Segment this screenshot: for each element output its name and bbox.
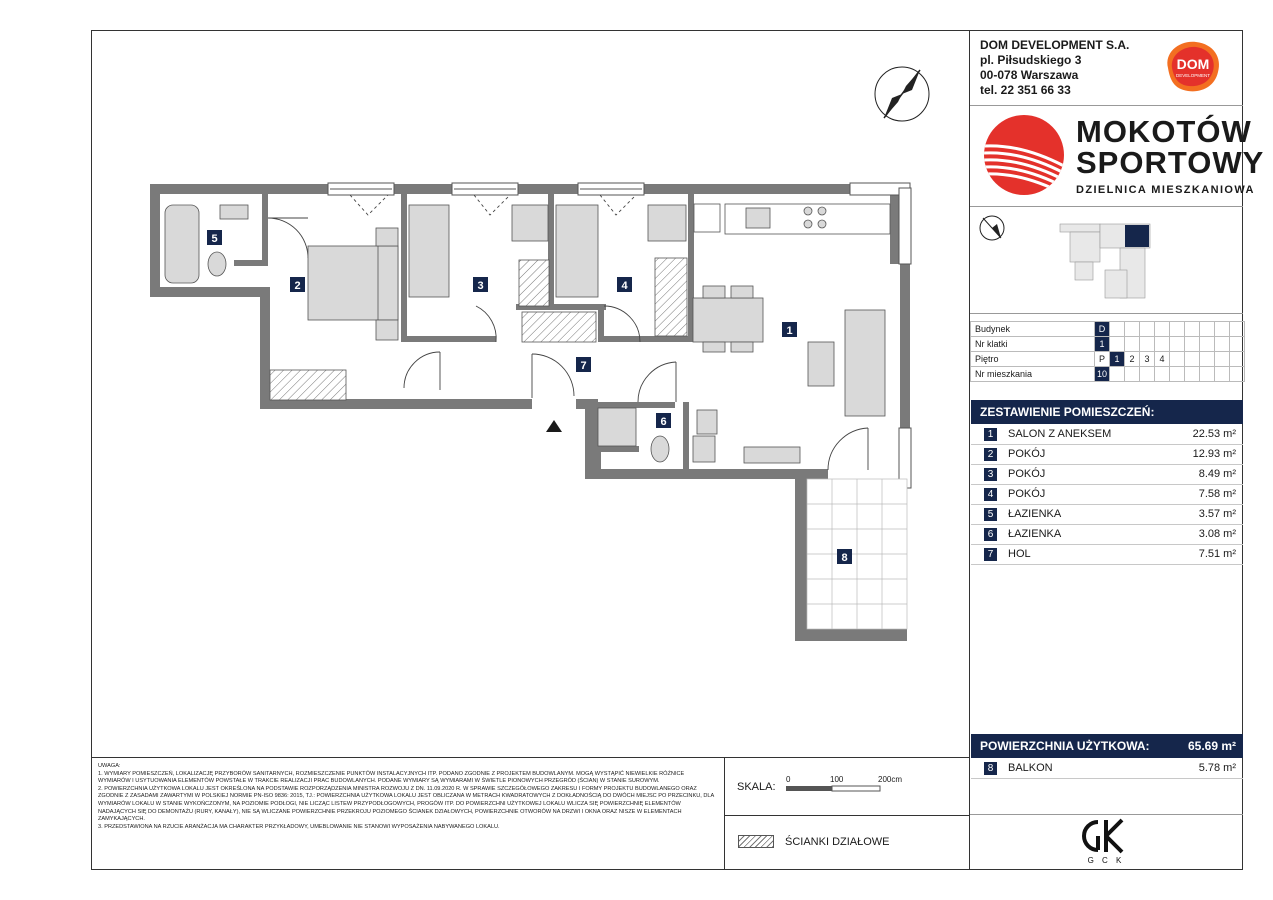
entrance-arrow-icon [546,420,562,432]
info-cell: 1 [1095,337,1110,352]
note-item-3: 3. PRZEDSTAWIONA NA RZUCIE ARANŻACJA MA CHARAKTER PRZYKŁADOWY, UMEBLOWANIE NIE STANOWI WYPOSAŻENIA NABYWANEGO LOKALU. [98,823,500,830]
balcony-name: BALKON [1008,762,1053,774]
room-row [971,445,1243,465]
info-cell [1155,367,1170,382]
gck-text: G C K [1087,856,1125,865]
notes-scale-divider [724,757,725,870]
room-row [971,465,1243,485]
scale-tick-100: 100 [830,775,844,784]
room-name: HOL [1008,548,1031,560]
sink-6 [697,410,717,434]
info-cell [1215,322,1230,337]
info-cell [1125,367,1140,382]
company-city: 00-078 Warszawa [980,68,1079,82]
info-cell [1155,322,1170,337]
room-label-5 [207,230,222,245]
room-row [971,545,1243,565]
room-number: 1 [984,428,997,441]
room-label-3 [473,277,488,292]
key-plan-highlight [1125,225,1149,247]
balcony-row [971,759,1243,779]
info-cell [1215,337,1230,352]
room-label-1 [782,322,797,337]
company-info [980,38,1129,98]
info-row [971,367,1245,382]
north-arrow-icon [875,67,929,121]
notes-block [98,763,718,831]
room-name: POKÓJ [1008,468,1046,480]
info-cell [1200,322,1215,337]
coffee-table [808,342,834,386]
note-item-1: 1. WYMIARY POMIESZCZEŃ, LOKALIZACJĘ PRZYBORÓW SANITARNYCH, ROZMIESZCZENIE PUNKTÓW INSTALACYJNYCH ITP. PODANO ZGODNIE Z PROJEKTEM BUDOWLANYM. MOGĄ WYSTĄPIĆ NIEWIELKIE RÓŻNICE WYMIARÓW I USYTUOWANIA ELEMENTÓW POWSTAŁE W TRAKCIE REALIZACJI PRAC BUDOWLANYCH. PODANE WYMIARY SĄ WYMIARAMI W ŚWIETLE PIONOWYCH PRZEGRÓD (ŚCIAN) W STANIE SUROWYM. [98,770,685,785]
washing-machine [693,436,715,462]
info-cell [1185,352,1200,367]
room-name: ŁAZIENKA [1008,528,1062,540]
partition-wall-swatch [738,835,774,848]
info-cell: 2 [1125,352,1140,367]
info-label: Budynek [971,322,1095,337]
keyplan-divider [970,313,1243,314]
info-cell [1125,337,1140,352]
info-cell [1170,352,1185,367]
info-cell [1200,367,1215,382]
info-row [971,322,1245,337]
balcony-floor [807,479,907,629]
scale-legend-divider [724,815,970,816]
bed-room-4 [556,205,598,297]
room-area: 3.08 m² [1198,528,1236,540]
balcony-number: 8 [984,762,997,775]
info-cell [1170,322,1185,337]
info-cell: 3 [1140,352,1155,367]
info-cell [1200,337,1215,352]
project-title-line2: SPORTOWY [1076,145,1265,180]
room-area: 7.58 m² [1198,488,1236,500]
mokotow-sportowy-logo [982,113,1066,197]
svg-text:4: 4 [621,280,628,292]
room-name: SALON Z ANEKSEM [1008,428,1112,440]
info-cell: P [1095,352,1110,367]
info-row [971,337,1245,352]
room-list [971,425,1243,565]
room-label-6 [656,413,671,428]
dom-logo-text: DOM [1176,56,1210,72]
room-area: 8.49 m² [1198,468,1236,480]
room-number: 3 [984,468,997,481]
room-name: ŁAZIENKA [1008,508,1062,520]
project-brand [1076,116,1264,196]
company-name: DOM DEVELOPMENT S.A. [980,38,1130,52]
toilet-5 [208,252,226,276]
svg-text:1: 1 [786,325,793,337]
company-phone: tel. 22 351 66 33 [980,83,1071,97]
usable-area-total [971,734,1243,758]
info-row [971,352,1245,367]
project-title-line1: MOKOTÓW [1076,114,1252,149]
dom-logo-subtext: DEVELOPMENT [1175,73,1211,78]
room-number: 2 [984,448,997,461]
info-cell: 4 [1155,352,1170,367]
dining-table [693,298,763,342]
room-number: 4 [984,488,997,501]
info-cell: 10 [1095,367,1110,382]
room-number: 6 [984,528,997,541]
info-cell [1230,337,1245,352]
svg-text:2: 2 [294,280,301,292]
info-cell [1110,337,1125,352]
info-cell [1185,367,1200,382]
svg-text:8: 8 [841,552,848,564]
info-cell [1200,352,1215,367]
sofa [845,310,885,416]
info-label: Piętro [971,352,1095,367]
room-area: 12.93 m² [1192,448,1236,460]
usable-area-value: 65.69 m² [1187,739,1236,753]
room-row [971,505,1243,525]
notes-divider [91,757,970,758]
info-cell [1140,337,1155,352]
brand-divider [970,206,1243,207]
usable-area-label: POWIERZCHNIA UŻYTKOWA: [980,739,1150,753]
room-area: 22.53 m² [1192,428,1236,440]
legend-label: ŚCIANKI DZIAŁOWE [785,836,890,848]
room-label-4 [617,277,632,292]
room-row [971,525,1243,545]
info-cell [1155,337,1170,352]
info-cell [1230,367,1245,382]
info-label: Nr klatki [971,337,1095,352]
room-row [971,425,1243,445]
summary-header: ZESTAWIENIE POMIESZCZEŃ: [971,400,1243,424]
info-label: Nr mieszkania [971,367,1095,382]
gck-logo [1076,816,1136,866]
info-cell [1140,367,1155,382]
company-street: pl. Piłsudskiego 3 [980,53,1082,67]
apartment-info-table [970,321,1245,382]
project-subtitle: DZIELNICA MIESZKANIOWA [1076,184,1255,196]
key-plan-compass-icon [980,216,1004,240]
info-cell [1125,322,1140,337]
notes-title: UWAGA: [98,763,121,769]
scale-bar [786,785,882,793]
info-cell [1140,322,1155,337]
info-cell [1230,322,1245,337]
room-name: POKÓJ [1008,488,1046,500]
sink-5 [220,205,248,219]
info-cell [1110,367,1125,382]
info-cell [1110,322,1125,337]
info-cell [1170,367,1185,382]
toilet-6 [651,436,669,462]
svg-text:7: 7 [580,360,587,372]
dom-development-logo [1158,38,1224,94]
bed-room-3 [409,205,449,297]
info-cell [1215,367,1230,382]
scale-tick-0: 0 [786,775,791,784]
room-label-8 [837,549,852,564]
room-row [971,485,1243,505]
shower [598,408,636,446]
room-name: POKÓJ [1008,448,1046,460]
scale-tick-200: 200cm [878,775,903,784]
room-number: 5 [984,508,997,521]
svg-text:3: 3 [477,280,484,292]
svg-text:6: 6 [660,416,667,428]
bathtub [165,205,199,283]
scale-label: SKALA: [737,781,776,793]
info-cell: D [1095,322,1110,337]
key-plan [975,210,1240,310]
balcony-area: 5.78 m² [1198,762,1236,774]
gck-divider [970,814,1243,815]
room-number: 7 [984,548,997,561]
room-area: 3.57 m² [1198,508,1236,520]
note-item-2: 2. POWIERZCHNIA UŻYTKOWA LOKALU JEST OKREŚLONA NA PODSTAWIE ROZPORZĄDZENIA MINISTRA ROZWOJU Z DN. 11.09.2020 R. W SPRAWIE SZCZEGÓŁOWEGO ZAKRESU I FORMY PROJEKTU BUDOWLANEGO ORAZ ZGODNIE Z ZASADAMI ZAWARTYMI W POLSKIEJ NORMIE PN-ISO 9836: 2015, TJ.: POWIERZCHNIA UŻYTKOWA LOKALU JEST OBLICZANA W METRACH KWADRATOWYCH Z DOKŁADNOŚCIĄ DO DWÓCH MIEJSC PO PRZECINKU, DLA WYMIARÓW LOKALU W STANIE WYKOŃCZONYM, NA POZIOMIE PODŁOGI, NIE LICZĄC LISTEW PRZYPODŁOGOWYCH, PROGÓW ITP. DO POWIERZCHNI UŻYTKOWEJ LOKALU WLICZA SIĘ POWIERZCHNIĘ ELEMENTÓW NADAJĄCYCH SIĘ DO DEMONTAŻU (RURY, KANAŁY), NIE SĄ WLICZANE POWIERZCHNIE PRZEKROJU POZIOMEGO ŚCIANEK DZIAŁOWYCH, POWIERZCHNIE OTWORÓW NA DRZWI I OKNA ORAZ NISZE W ELEMENTACH ZAMYKAJĄCYCH. [98,785,714,823]
info-cell [1185,337,1200,352]
svg-text:5: 5 [211,233,218,245]
info-cell: 1 [1110,352,1125,367]
tv-cabinet [744,447,800,463]
info-cell [1230,352,1245,367]
info-cell [1170,337,1185,352]
info-cell [1215,352,1230,367]
info-cell [1185,322,1200,337]
room-label-7 [576,357,591,372]
header-divider [970,105,1243,106]
room-label-2 [290,277,305,292]
room-area: 7.51 m² [1198,548,1236,560]
